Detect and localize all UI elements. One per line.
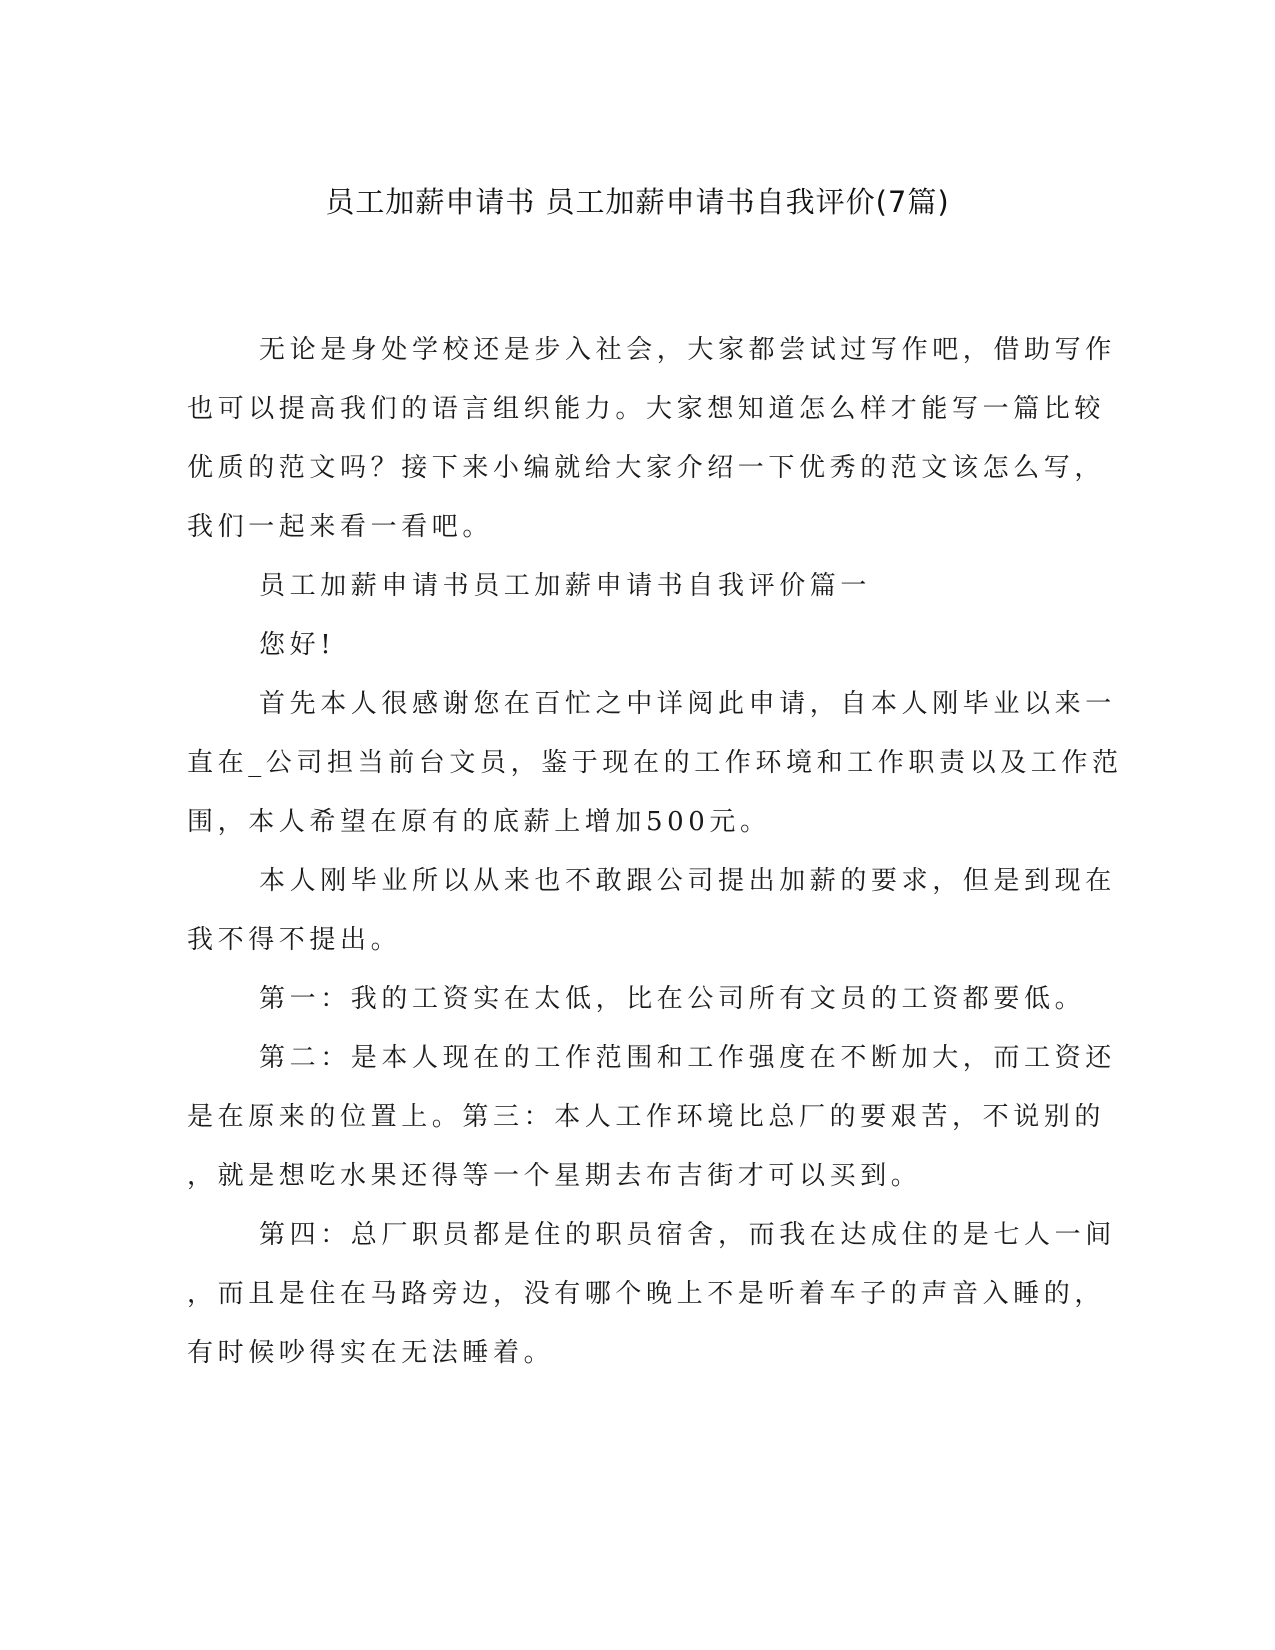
text-line: 围，本人希望在原有的底薪上增加500元。 — [187, 807, 771, 837]
text-line: 我不得不提出。 — [187, 925, 402, 955]
text-line: 优质的范文吗？接下来小编就给大家介绍一下优秀的范文该怎么写， — [187, 453, 1106, 483]
text-line: 首先本人很感谢您在百忙之中详阅此申请，自本人刚毕业以来一 — [259, 689, 1116, 719]
text-line: 有时候吵得实在无法睡着。 — [187, 1338, 555, 1368]
page-title: 员工加薪申请书 员工加薪申请书自我评价(7篇) — [325, 185, 950, 219]
text-line: ，就是想吃水果还得等一个星期去布吉街才可以买到。 — [187, 1161, 922, 1191]
text-line: 本人刚毕业所以从来也不敢跟公司提出加薪的要求，但是到现在 — [259, 866, 1116, 896]
text-line: 第四：总厂职员都是住的职员宿舍，而我在达成住的是七人一间 — [259, 1220, 1116, 1250]
text-line: 第一：我的工资实在太低，比在公司所有文员的工资都要低。 — [259, 984, 1086, 1014]
text-line: 我们一起来看一看吧。 — [187, 512, 494, 542]
text-line: 直在_公司担当前台文员，鉴于现在的工作环境和工作职责以及工作范 — [187, 748, 1123, 778]
text-line: 也可以提高我们的语言组织能力。大家想知道怎么样才能写一篇比较 — [187, 394, 1106, 424]
text-line: 是在原来的位置上。第三：本人工作环境比总厂的要艰苦，不说别的 — [187, 1102, 1106, 1132]
salutation: 您好! — [259, 630, 336, 660]
text-line: 无论是身处学校还是步入社会，大家都尝试过写作吧，借助写作 — [259, 335, 1116, 365]
section-heading: 员工加薪申请书员工加薪申请书自我评价篇一 — [259, 571, 872, 601]
text-line: ，而且是住在马路旁边，没有哪个晚上不是听着车子的声音入睡的， — [187, 1279, 1106, 1309]
document-body — [187, 321, 1123, 1383]
text-line: 第二：是本人现在的工作范围和工作强度在不断加大，而工资还 — [259, 1043, 1116, 1073]
